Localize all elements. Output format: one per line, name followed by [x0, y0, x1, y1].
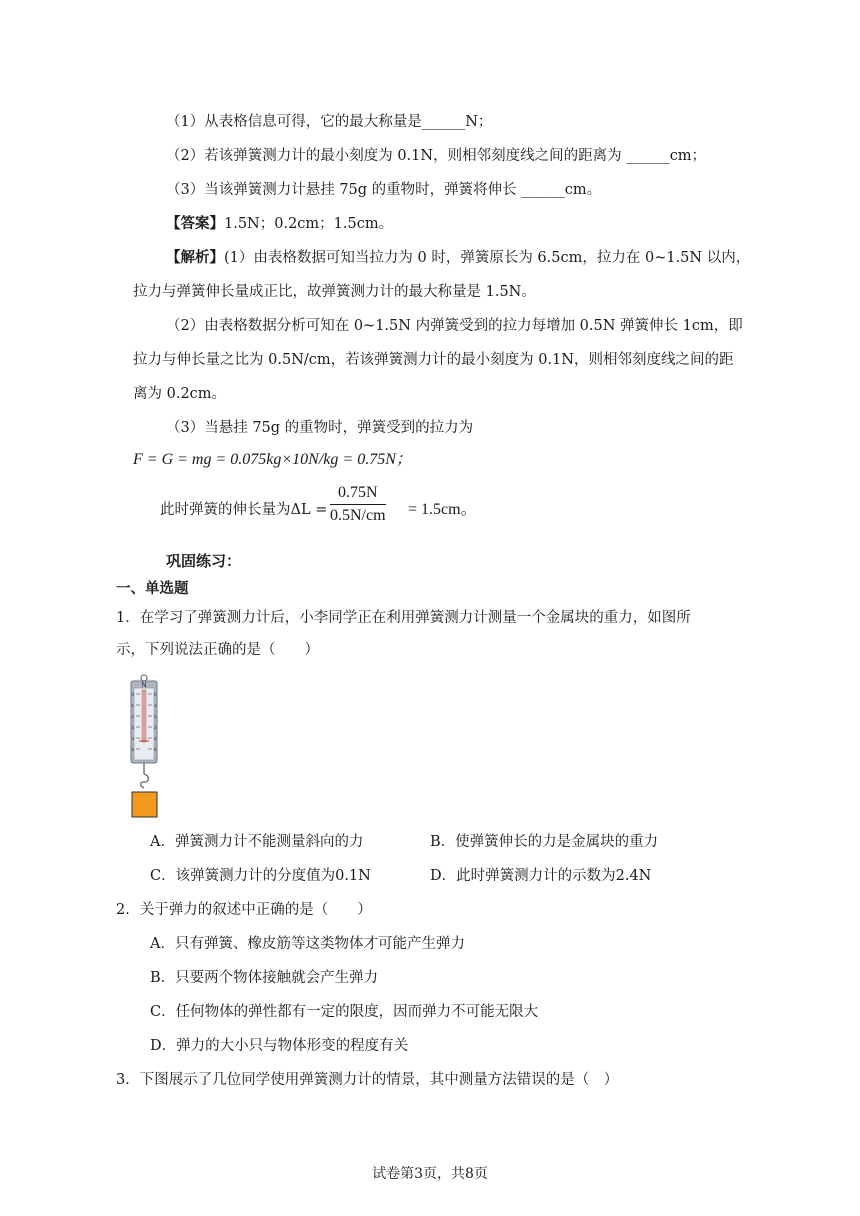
formula-extension-prefix: 此时弹簧的伸长量为ΔL =: [160, 502, 328, 518]
svg-text:5: 5: [131, 747, 135, 752]
q2-option-a[interactable]: A．只有弹簧、橡皮筋等这类物体才可能产生弹力: [150, 936, 465, 952]
spring-scale-illustration: [128, 674, 168, 822]
svg-text:3: 3: [131, 725, 135, 730]
svg-text:3: 3: [154, 725, 157, 730]
answer-text: 1.5N；0.2cm；1.5cm。: [224, 216, 394, 232]
analysis-label: 【解析】: [166, 249, 224, 266]
page-footer: 试卷第3页，共8页: [372, 1166, 488, 1182]
svg-text:5: 5: [154, 747, 157, 752]
answer-label: 【答案】: [166, 215, 224, 232]
q1-option-c[interactable]: C．该弹簧测力计的分度值为0.1N: [150, 868, 371, 884]
question-part-2: （2）若该弹簧测力计的最小刻度为 0.1N，则相邻刻度线之间的距离为 ______cm；: [166, 148, 707, 164]
analysis-line-1: [166, 248, 750, 268]
svg-text:N: N: [141, 682, 147, 689]
analysis-line-3: （2）由表格数据分析可知在 0~1.5N 内弹簧受到的拉力每增加 0.5N 弹簧伸长 1cm，即: [166, 318, 743, 334]
analysis-line-6: （3）当悬挂 75g 的重物时，弹簧受到的拉力为: [166, 420, 474, 436]
analysis-line-5: 离为 0.2cm。: [133, 386, 227, 402]
q1-stem-line-1: 1．在学习了弹簧测力计后，小李同学正在利用弹簧测力计测量一个金属块的重力，如图所: [116, 610, 691, 626]
q2-option-d[interactable]: D．弹力的大小只与物体形变的程度有关: [150, 1038, 409, 1054]
section-title: 巩固练习：: [166, 552, 242, 570]
spring-scale-figure: [128, 674, 168, 822]
formula-extension-suffix: = 1.5cm。: [408, 501, 477, 518]
svg-text:4: 4: [131, 736, 135, 741]
question-part-1: （1）从表格信息可得，它的最大称量是______N；: [166, 114, 493, 130]
analysis-text-1: (1）由表格数据可知当拉力为 0 时，弹簧原长为 6.5cm，拉力在 0~1.5N 以内，: [224, 250, 751, 266]
q1-option-a[interactable]: A．弹簧测力计不能测量斜向的力: [150, 834, 364, 850]
fraction-numerator: 0.75N: [330, 484, 386, 505]
section-subtitle: 一、单选题: [116, 580, 189, 597]
formula-force: F = G = mg = 0.075kg×10N/kg = 0.75N；: [133, 451, 412, 468]
fraction-denominator: 0.5N/cm: [330, 507, 386, 524]
q2-option-b[interactable]: B．只要两个物体接触就会产生弹力: [150, 970, 379, 986]
svg-text:2: 2: [131, 714, 135, 719]
svg-text:2: 2: [154, 714, 157, 719]
q1-stem-line-2: 示，下列说法正确的是（ ）: [116, 642, 319, 658]
question-part-3: （3）当该弹簧测力计悬挂 75g 的重物时，弹簧将伸长 ______cm。: [166, 182, 602, 198]
q2-stem: 2．关于弹力的叙述中正确的是（ ）: [116, 902, 372, 918]
svg-text:4: 4: [154, 736, 157, 741]
svg-text:1: 1: [154, 703, 157, 708]
q1-option-d[interactable]: D．此时弹簧测力计的示数为2.4N: [430, 868, 652, 884]
q3-stem: 3．下图展示了几位同学使用弹簧测力计的情景，其中测量方法错误的是（ ）: [116, 1072, 619, 1088]
q1-option-b[interactable]: B．使弹簧伸长的力是金属块的重力: [430, 834, 659, 850]
svg-text:0: 0: [154, 692, 157, 697]
formula-extension-fraction: [330, 484, 386, 525]
q2-option-c[interactable]: C．任何物体的弹性都有一定的限度，因而弹力不可能无限大: [150, 1004, 539, 1020]
analysis-line-4: 拉力与伸长量之比为 0.5N/cm，若该弹簧测力计的最小刻度为 0.1N，则相邻刻度线之间的距: [133, 352, 734, 368]
answer-line: [166, 214, 393, 234]
svg-text:0: 0: [131, 692, 135, 697]
analysis-line-2: 拉力与弹簧伸长量成正比，故弹簧测力计的最大称量是 1.5N。: [133, 284, 536, 300]
svg-text:1: 1: [131, 703, 135, 708]
